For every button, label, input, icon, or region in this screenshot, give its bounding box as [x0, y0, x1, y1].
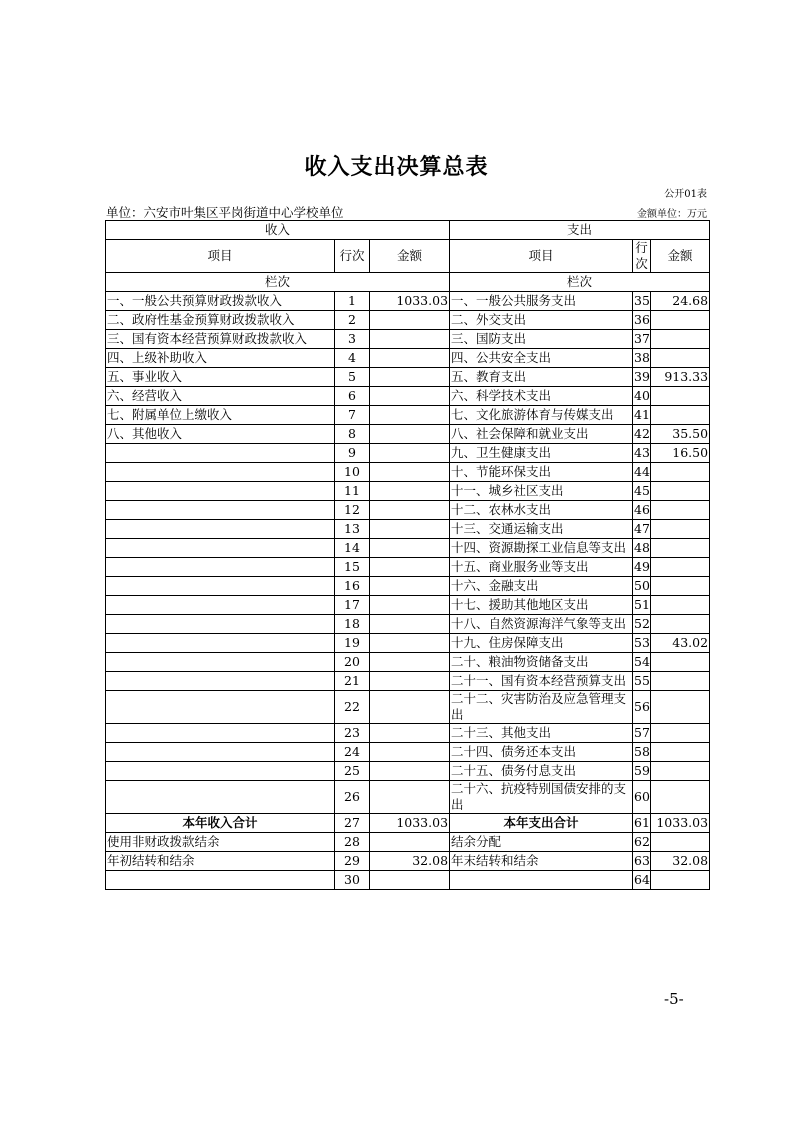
expense-row-header-line1: 行 [635, 240, 648, 255]
expense-row-number-cell: 53 [633, 634, 651, 653]
income-amount-cell [370, 368, 450, 387]
table-row [106, 672, 710, 691]
expense-amount-cell [651, 330, 710, 349]
expense-amount-cell: 24.68 [651, 292, 710, 311]
income-row-number-cell: 4 [335, 349, 370, 368]
income-amount-cell [370, 463, 450, 482]
income-item-header: 项目 [106, 240, 335, 273]
expense-amount-cell [651, 871, 710, 890]
income-section-header: 收入 [106, 221, 450, 240]
income-row-number-cell: 27 [335, 814, 370, 833]
budget-summary-table [105, 220, 710, 890]
income-item-cell: 年初结转和结余 [106, 852, 335, 871]
income-row-number-cell: 20 [335, 653, 370, 672]
expense-amount-cell: 1033.03 [651, 814, 710, 833]
expense-row-number-cell: 55 [633, 672, 651, 691]
income-amount-cell [370, 871, 450, 890]
income-row-number-cell: 25 [335, 762, 370, 781]
income-amount-cell [370, 444, 450, 463]
income-amount-cell [370, 311, 450, 330]
unit-label: 单位：六安市叶集区平岗街道中心学校单位 [106, 205, 344, 220]
income-amount-cell [370, 501, 450, 520]
amount-unit-label: 金额单位：万元 [637, 209, 707, 220]
income-amount-cell [370, 615, 450, 634]
income-item-cell: 一、一般公共预算财政拨款收入 [106, 292, 335, 311]
income-row-number-cell: 17 [335, 596, 370, 615]
expense-row-number-cell: 64 [633, 871, 651, 890]
table-row [106, 558, 710, 577]
income-row-number-cell: 10 [335, 463, 370, 482]
income-item-cell [106, 781, 335, 814]
table-row [106, 781, 710, 814]
expense-item-cell: 二十一、国有资本经营预算支出 [450, 672, 633, 691]
income-row-number-cell: 28 [335, 833, 370, 852]
expense-amount-cell: 43.02 [651, 634, 710, 653]
expense-row-number-cell: 63 [633, 852, 651, 871]
income-amount-cell [370, 833, 450, 852]
expense-row-number-cell: 51 [633, 596, 651, 615]
expense-row-number-cell: 54 [633, 653, 651, 672]
table-row [106, 724, 710, 743]
income-amount-cell [370, 520, 450, 539]
expense-item-cell: 二十三、其他支出 [450, 724, 633, 743]
income-item-cell [106, 463, 335, 482]
expense-amount-cell [651, 349, 710, 368]
expense-row-number-cell: 52 [633, 615, 651, 634]
table-row [106, 814, 710, 833]
expense-item-cell: 八、社会保障和就业支出 [450, 425, 633, 444]
table-row [106, 762, 710, 781]
expense-section-header: 支出 [450, 221, 710, 240]
expense-item-cell: 十五、商业服务业等支出 [450, 558, 633, 577]
page-title: 收入支出决算总表 [304, 154, 489, 180]
income-item-cell [106, 724, 335, 743]
income-item-cell [106, 615, 335, 634]
expense-item-cell: 二十四、债务还本支出 [450, 743, 633, 762]
income-amount-cell [370, 387, 450, 406]
table-row [106, 463, 710, 482]
expense-item-cell: 九、卫生健康支出 [450, 444, 633, 463]
income-item-cell [106, 691, 335, 724]
table-row [106, 368, 710, 387]
expense-item-cell: 十八、自然资源海洋气象等支出 [450, 615, 633, 634]
expense-row-number-cell: 36 [633, 311, 651, 330]
expense-row-number-cell: 45 [633, 482, 651, 501]
column-header-row [106, 240, 710, 273]
expense-item-cell [450, 871, 633, 890]
income-row-number-cell: 5 [335, 368, 370, 387]
income-item-cell: 六、经营收入 [106, 387, 335, 406]
expense-item-cell: 一、一般公共服务支出 [450, 292, 633, 311]
expense-row-number-cell: 40 [633, 387, 651, 406]
expense-amount-cell: 32.08 [651, 852, 710, 871]
expense-item-cell: 本年支出合计 [450, 814, 633, 833]
expense-amount-cell [651, 615, 710, 634]
table-row [106, 743, 710, 762]
table-row [106, 349, 710, 368]
section-header-row [106, 221, 710, 240]
income-row-number-cell: 29 [335, 852, 370, 871]
expense-item-cell: 十一、城乡社区支出 [450, 482, 633, 501]
income-row-number-cell: 11 [335, 482, 370, 501]
income-amount-cell [370, 482, 450, 501]
table-row [106, 596, 710, 615]
income-amount-cell [370, 743, 450, 762]
expense-amount-cell [651, 539, 710, 558]
expense-amount-cell [651, 463, 710, 482]
table-row [106, 292, 710, 311]
income-amount-cell [370, 349, 450, 368]
income-row-number-cell: 2 [335, 311, 370, 330]
income-amount-cell [370, 724, 450, 743]
income-row-number-cell: 12 [335, 501, 370, 520]
income-row-number-cell: 9 [335, 444, 370, 463]
expense-item-cell: 十三、交通运输支出 [450, 520, 633, 539]
expense-lanci: 栏次 [450, 273, 710, 292]
expense-row-number-cell: 39 [633, 368, 651, 387]
income-row-number-cell: 7 [335, 406, 370, 425]
income-item-cell: 五、事业收入 [106, 368, 335, 387]
income-item-cell [106, 743, 335, 762]
table-row [106, 539, 710, 558]
income-item-cell [106, 577, 335, 596]
expense-row-number-cell: 38 [633, 349, 651, 368]
expense-amount-cell [651, 743, 710, 762]
income-item-cell [106, 482, 335, 501]
expense-row-number-cell: 57 [633, 724, 651, 743]
expense-item-cell: 六、科学技术支出 [450, 387, 633, 406]
expense-row-number-cell: 49 [633, 558, 651, 577]
table-row [106, 406, 710, 425]
income-amount-cell [370, 781, 450, 814]
expense-item-cell: 五、教育支出 [450, 368, 633, 387]
table-row [106, 482, 710, 501]
expense-amount-cell [651, 501, 710, 520]
income-item-cell: 四、上级补助收入 [106, 349, 335, 368]
expense-amount-header: 金额 [651, 240, 710, 273]
expense-item-cell: 十六、金融支出 [450, 577, 633, 596]
table-row [106, 634, 710, 653]
expense-amount-cell: 35.50 [651, 425, 710, 444]
income-amount-cell [370, 406, 450, 425]
expense-item-cell: 二十五、债务付息支出 [450, 762, 633, 781]
table-row [106, 871, 710, 890]
income-amount-cell [370, 672, 450, 691]
income-row-number-cell: 21 [335, 672, 370, 691]
income-row-number-cell: 16 [335, 577, 370, 596]
expense-row-number-cell: 60 [633, 781, 651, 814]
expense-row-number-cell: 46 [633, 501, 651, 520]
income-item-cell: 八、其他收入 [106, 425, 335, 444]
income-row-number-cell: 26 [335, 781, 370, 814]
income-row-header: 行次 [335, 240, 370, 273]
expense-amount-cell [651, 387, 710, 406]
income-item-cell: 三、国有资本经营预算财政拨款收入 [106, 330, 335, 349]
expense-amount-cell [651, 781, 710, 814]
income-amount-header: 金额 [370, 240, 450, 273]
expense-row-number-cell: 41 [633, 406, 651, 425]
table-row [106, 501, 710, 520]
income-item-cell [106, 539, 335, 558]
table-row [106, 615, 710, 634]
expense-row-number-cell: 42 [633, 425, 651, 444]
table-row [106, 833, 710, 852]
page-number: -5- [664, 990, 684, 1008]
expense-amount-cell [651, 653, 710, 672]
expense-amount-cell [651, 577, 710, 596]
income-amount-cell [370, 539, 450, 558]
income-item-cell [106, 871, 335, 890]
income-amount-cell [370, 425, 450, 444]
income-item-cell [106, 653, 335, 672]
expense-item-cell: 年末结转和结余 [450, 852, 633, 871]
lanci-row [106, 273, 710, 292]
expense-row-header-line2: 次 [635, 256, 648, 271]
expense-item-cell: 七、文化旅游体育与传媒支出 [450, 406, 633, 425]
expense-amount-cell: 16.50 [651, 444, 710, 463]
income-item-cell: 七、附属单位上缴收入 [106, 406, 335, 425]
expense-item-cell: 二十二、灾害防治及应急管理支出 [450, 691, 633, 724]
income-amount-cell [370, 596, 450, 615]
expense-item-cell: 四、公共安全支出 [450, 349, 633, 368]
income-item-cell [106, 672, 335, 691]
expense-item-cell: 二十、粮油物资储备支出 [450, 653, 633, 672]
income-row-number-cell: 3 [335, 330, 370, 349]
expense-item-cell: 十九、住房保障支出 [450, 634, 633, 653]
expense-row-number-cell: 59 [633, 762, 651, 781]
expense-row-number-cell: 44 [633, 463, 651, 482]
expense-item-cell: 二、外交支出 [450, 311, 633, 330]
expense-item-cell: 十、节能环保支出 [450, 463, 633, 482]
table-row [106, 691, 710, 724]
income-amount-cell: 32.08 [370, 852, 450, 871]
expense-row-number-cell: 56 [633, 691, 651, 724]
income-row-number-cell: 22 [335, 691, 370, 724]
table-row [106, 330, 710, 349]
expense-row-number-cell: 35 [633, 292, 651, 311]
expense-amount-cell [651, 833, 710, 852]
table-row [106, 520, 710, 539]
income-row-number-cell: 14 [335, 539, 370, 558]
income-row-number-cell: 13 [335, 520, 370, 539]
income-amount-cell [370, 558, 450, 577]
income-item-cell [106, 520, 335, 539]
income-item-cell [106, 444, 335, 463]
expense-amount-cell [651, 762, 710, 781]
expense-row-number-cell: 61 [633, 814, 651, 833]
expense-row-number-cell: 48 [633, 539, 651, 558]
table-row [106, 425, 710, 444]
table-row [106, 653, 710, 672]
table-row [106, 577, 710, 596]
income-row-number-cell: 24 [335, 743, 370, 762]
income-amount-cell [370, 577, 450, 596]
expense-amount-cell: 913.33 [651, 368, 710, 387]
income-row-number-cell: 6 [335, 387, 370, 406]
income-amount-cell [370, 653, 450, 672]
income-item-cell [106, 634, 335, 653]
expense-row-number-cell: 62 [633, 833, 651, 852]
expense-item-cell: 二十六、抗疫特别国债安排的支出 [450, 781, 633, 814]
income-item-cell: 二、政府性基金预算财政拨款收入 [106, 311, 335, 330]
income-row-number-cell: 15 [335, 558, 370, 577]
expense-item-cell: 结余分配 [450, 833, 633, 852]
income-item-cell: 使用非财政拨款结余 [106, 833, 335, 852]
expense-amount-cell [651, 406, 710, 425]
income-item-cell: 本年收入合计 [106, 814, 335, 833]
expense-amount-cell [651, 482, 710, 501]
income-row-number-cell: 23 [335, 724, 370, 743]
expense-item-cell: 三、国防支出 [450, 330, 633, 349]
expense-row-header [633, 240, 651, 273]
expense-row-number-cell: 50 [633, 577, 651, 596]
expense-item-header: 项目 [450, 240, 633, 273]
income-item-cell [106, 596, 335, 615]
expense-item-cell: 十四、资源勘探工业信息等支出 [450, 539, 633, 558]
expense-amount-cell [651, 672, 710, 691]
income-row-number-cell: 18 [335, 615, 370, 634]
expense-row-number-cell: 37 [633, 330, 651, 349]
expense-amount-cell [651, 724, 710, 743]
table-row [106, 311, 710, 330]
table-row [106, 444, 710, 463]
income-item-cell [106, 762, 335, 781]
income-amount-cell [370, 634, 450, 653]
expense-item-cell: 十七、援助其他地区支出 [450, 596, 633, 615]
expense-row-number-cell: 58 [633, 743, 651, 762]
expense-row-number-cell: 47 [633, 520, 651, 539]
income-item-cell [106, 501, 335, 520]
income-item-cell [106, 558, 335, 577]
income-lanci: 栏次 [106, 273, 450, 292]
income-row-number-cell: 1 [335, 292, 370, 311]
income-amount-cell [370, 691, 450, 724]
table-row [106, 852, 710, 871]
form-number: 公开01表 [664, 189, 707, 200]
income-amount-cell [370, 762, 450, 781]
income-amount-cell: 1033.03 [370, 814, 450, 833]
income-amount-cell: 1033.03 [370, 292, 450, 311]
expense-amount-cell [651, 558, 710, 577]
expense-amount-cell [651, 311, 710, 330]
income-row-number-cell: 19 [335, 634, 370, 653]
income-row-number-cell: 30 [335, 871, 370, 890]
expense-row-number-cell: 43 [633, 444, 651, 463]
table-row [106, 387, 710, 406]
expense-amount-cell [651, 520, 710, 539]
expense-amount-cell [651, 596, 710, 615]
expense-amount-cell [651, 691, 710, 724]
expense-item-cell: 十二、农林水支出 [450, 501, 633, 520]
income-amount-cell [370, 330, 450, 349]
income-row-number-cell: 8 [335, 425, 370, 444]
